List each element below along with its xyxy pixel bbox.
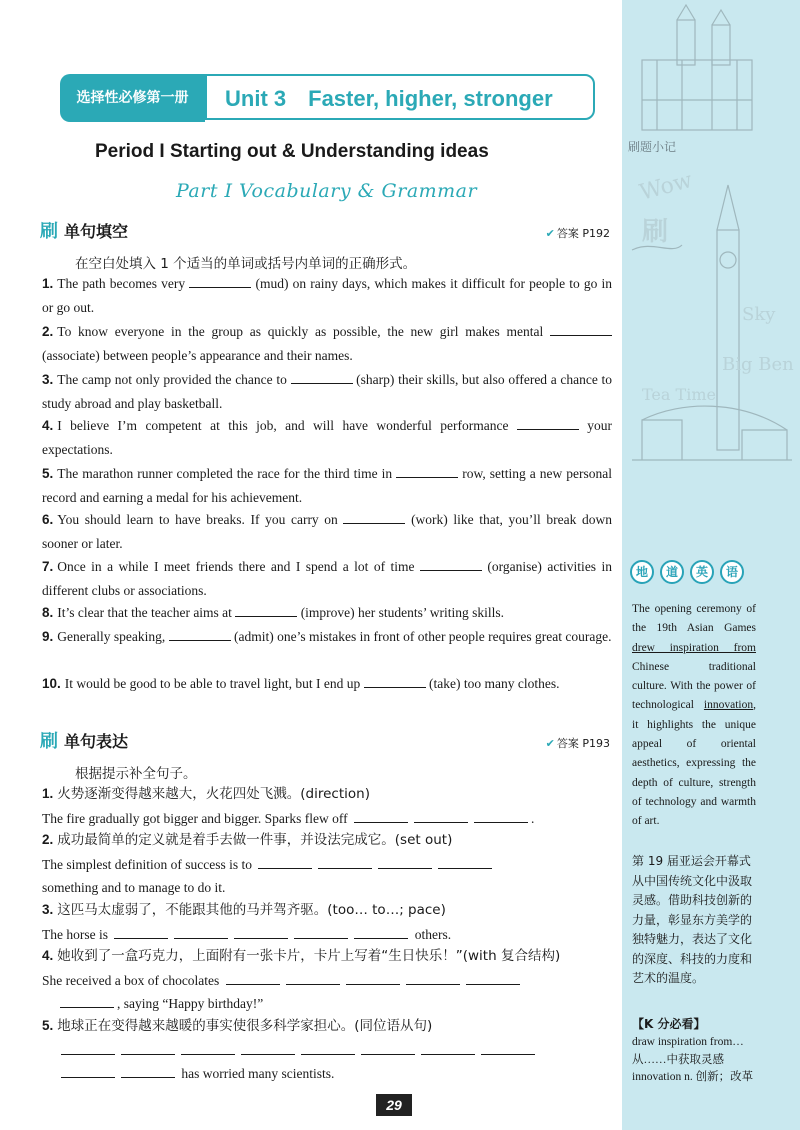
answer-blank[interactable] xyxy=(234,926,288,939)
answer-blank[interactable] xyxy=(406,972,460,985)
section2-heading: 刷 单句表达 xyxy=(40,731,129,752)
section1-instruction: 在空白处填入 1 个适当的单词或括号内单词的正确形式。 xyxy=(75,256,417,272)
fill-item: 3. The camp not only provided the chance to (sharp) their skills, but also offered a chance to study abroad and play basketball. xyxy=(42,372,613,411)
answer-blank[interactable] xyxy=(421,1042,475,1055)
fill-item: 7. Once in a while I meet friends there and I spend a lot of time (organise) activities in different clubs or associations. xyxy=(42,559,612,598)
answer-blank[interactable] xyxy=(481,1042,535,1055)
kpoint-1: draw inspiration from… 从……中获取灵感 xyxy=(632,1036,744,1066)
badge-1: 地 xyxy=(630,560,654,584)
answer-blank[interactable] xyxy=(181,1042,235,1055)
answer-blank[interactable] xyxy=(346,972,400,985)
period-title: Period I Starting out & Understanding ideas xyxy=(95,141,489,162)
sidebar-english-passage: The opening ceremony of the 19th Asian Games drew inspiration from Chinese traditional culture. With the power of technological innovation, it highlights the unique appeal of oriental aesthetics, expressing the depth of culture, strength of technology and warmth of art. xyxy=(632,603,756,828)
svg-text:Tea Time: Tea Time xyxy=(642,385,716,404)
answer-blank[interactable] xyxy=(364,675,426,688)
answer-blank[interactable] xyxy=(474,810,528,823)
page-number: 29 xyxy=(376,1094,412,1116)
svg-text:Sky: Sky xyxy=(742,304,776,325)
badge-2: 道 xyxy=(660,560,684,584)
section1-heading: 刷 单句填空 xyxy=(40,221,129,242)
answer-blank[interactable] xyxy=(60,995,114,1008)
translate-item: 4. 她收到了一盒巧克力，上面附有一张卡片，卡片上写着“生日快乐！”(with 复合结构) She received a box of chocolates , saying “Happy birthday!” xyxy=(42,948,561,1011)
translate-item: 2. 成功最简单的定义就是着手去做一件事，并设法完成它。(set out) The simplest definition of success is to something and to manage to do it. xyxy=(42,828,612,900)
fill-item: 5. The marathon runner completed the race for the third time in row, setting a new personal record and earning a medal for his achievement. xyxy=(42,466,613,505)
answer-blank[interactable] xyxy=(258,856,312,869)
kpoint-body xyxy=(632,1034,764,1087)
section2-instruction: 根据提示补全句子。 xyxy=(75,766,197,782)
translate-item: 3. 这匹马太虚弱了，不能跟其他的马并驾齐驱。(too… to…; pace) The horse is others. xyxy=(42,902,452,942)
kpoint-title: 【K 分必看】 xyxy=(632,1017,706,1031)
fill-item: 9. Generally speaking, (admit) one’s mistakes in front of other people requires great courage. xyxy=(42,629,612,644)
svg-text:Wow: Wow xyxy=(637,167,695,206)
answer-blank[interactable] xyxy=(466,972,520,985)
answer-blank[interactable] xyxy=(169,628,231,641)
part-title: Part I Vocabulary & Grammar xyxy=(176,180,478,202)
fill-item: 1. The path becomes very (mud) on rainy days, which makes it difficult for people to go in or go out. xyxy=(42,276,613,315)
answer-blank[interactable] xyxy=(354,810,408,823)
fill-item: 4. I believe I’m competent at this job, and will have wonderful performance your expectations. xyxy=(42,418,613,457)
answer-blank[interactable] xyxy=(438,856,492,869)
fill-item: 8. It’s clear that the teacher aims at (improve) her students’ writing skills. xyxy=(42,605,505,620)
answer-blank[interactable] xyxy=(121,1042,175,1055)
answer-blank[interactable] xyxy=(226,972,280,985)
answer-blank[interactable] xyxy=(318,856,372,869)
fill-item: 10. It would be good to be able to travel light, but I end up (take) too many clothes. xyxy=(42,676,560,691)
answer-blank[interactable] xyxy=(294,926,348,939)
answer-blank[interactable] xyxy=(286,972,340,985)
answer-blank[interactable] xyxy=(114,926,168,939)
answer-blank[interactable] xyxy=(61,1042,115,1055)
svg-text:刷: 刷 xyxy=(642,217,669,247)
answer-blank[interactable] xyxy=(61,1065,115,1078)
answer-blank[interactable] xyxy=(517,417,579,430)
answer-blank[interactable] xyxy=(343,511,405,524)
answer-blank[interactable] xyxy=(396,465,458,478)
badge-4: 语 xyxy=(720,560,744,584)
answer-blank[interactable] xyxy=(414,810,468,823)
answer-blank[interactable] xyxy=(241,1042,295,1055)
answer-blank[interactable] xyxy=(420,558,482,571)
unit-banner xyxy=(205,74,595,120)
fill-item: 6. You should learn to have breaks. If you carry on (work) like that, you’ll break down sooner or later. xyxy=(42,512,612,551)
svg-text:Big Ben: Big Ben xyxy=(722,354,794,375)
underlined-word: innovation xyxy=(703,699,754,712)
fill-item: 2. To know everyone in the group as quickly as possible, the new girl makes mental (associate) between people’s appearance and their names. xyxy=(42,320,612,367)
book-tab: 选择性必修第一册 xyxy=(60,74,205,122)
answer-blank[interactable] xyxy=(361,1042,415,1055)
answer-blank[interactable] xyxy=(189,275,251,288)
answer-blank[interactable] xyxy=(291,371,353,384)
answer-blank[interactable] xyxy=(301,1042,355,1055)
answer-blank[interactable] xyxy=(378,856,432,869)
sidebar-illustration xyxy=(622,0,800,560)
section2-answer-ref: ✔ 答案 P193 xyxy=(545,737,610,750)
badge-3: 英 xyxy=(690,560,714,584)
sidebar-heading: 刷题小记 xyxy=(628,140,677,154)
answer-blank[interactable] xyxy=(235,604,297,617)
unit-number: Unit 3 xyxy=(225,86,287,111)
sidebar-chinese-passage: 第 19 届亚运会开幕式从中国传统文化中汲取灵感。借助科技创新的力量，彰显东方美学的独特魅力，表达了文化的深度、科技的力度和艺术的温度。 xyxy=(632,854,753,985)
section-mark-icon: 刷 xyxy=(40,731,58,752)
kpoint-2: innovation n. 创新；改革 xyxy=(632,1071,754,1083)
unit-title: Faster, higher, stronger xyxy=(308,86,553,111)
underlined-phrase: drew inspiration from xyxy=(632,641,756,654)
check-icon: ✔ xyxy=(545,737,555,750)
section-mark-icon: 刷 xyxy=(40,221,58,242)
idiom-badges xyxy=(630,560,744,584)
translate-item: 5. 地球正在变得越来越暖的事实使很多科学家担心。(同位语从句) has worried many scientists. xyxy=(42,1014,612,1086)
answer-blank[interactable] xyxy=(354,926,408,939)
section1-answer-ref: ✔ 答案 P192 xyxy=(545,227,610,240)
answer-blank[interactable] xyxy=(174,926,228,939)
answer-blank[interactable] xyxy=(121,1065,175,1078)
answer-blank[interactable] xyxy=(550,323,612,336)
check-icon: ✔ xyxy=(545,227,555,240)
translate-item: 1. 火势逐渐变得越来越大，火花四处飞溅。(direction) The fire gradually got bigger and bigger. Sparks flew off . xyxy=(42,786,535,826)
